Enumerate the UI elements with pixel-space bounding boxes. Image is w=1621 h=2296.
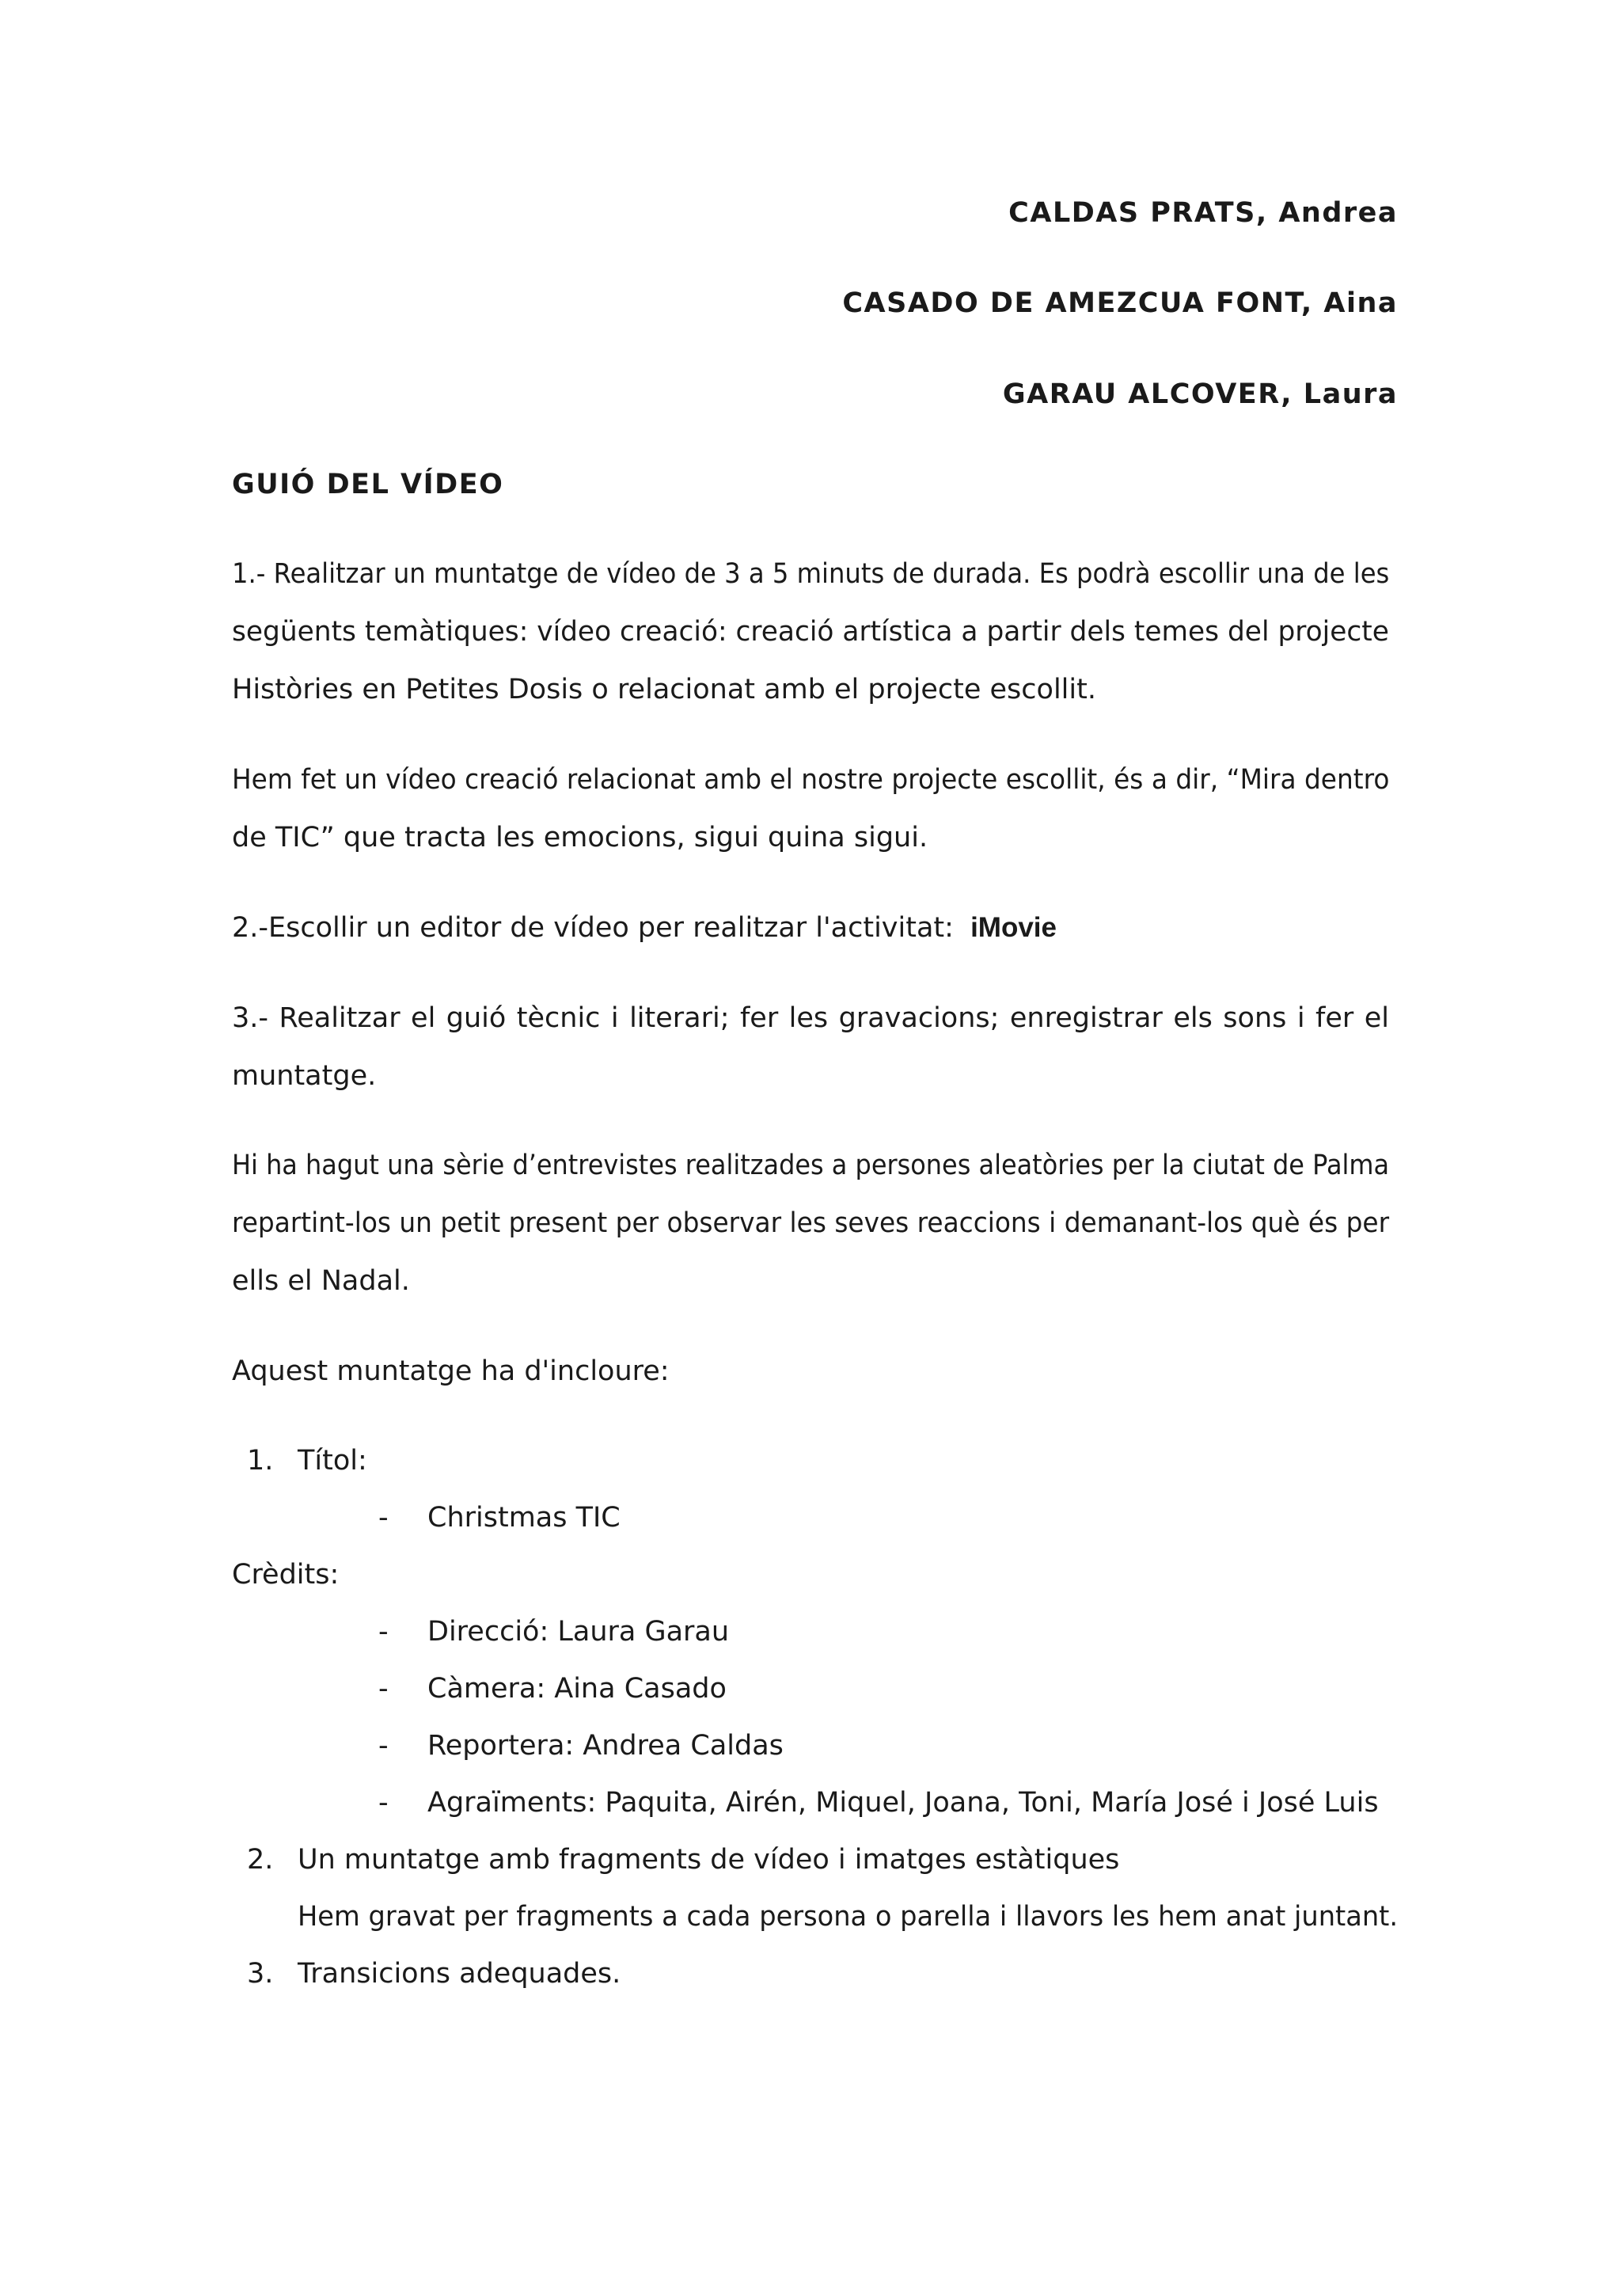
page-title: GUIÓ DEL VÍDEO xyxy=(232,469,504,500)
item1-line-1: 1.- Realitzar un muntatge de vídeo de 3 a 5 minuts de durada. Es podrà escollir una de les xyxy=(232,558,1390,590)
credit-agraiments: Agraïments: Paquita, Airén, Miquel, Joana, Toni, María José i José Luis xyxy=(427,1787,1379,1819)
item3-line-1: 3.- Realitzar el guió tècnic i literari; fer les gravacions; enregistrar els sons i fer el xyxy=(232,1002,1389,1034)
list-number-2: 2. xyxy=(247,1844,274,1876)
item1-line-3: Històries en Petites Dosis o relacionat amb el projecte escollit. xyxy=(232,674,1096,705)
list-item-2-text: Un muntatge amb fragments de vídeo i imatges estàtiques xyxy=(298,1844,1120,1876)
dash-bullet: - xyxy=(378,1787,389,1819)
entrevistes-line-2: repartint-los un petit present per observar les seves reaccions i demanant-los què és per xyxy=(232,1207,1390,1239)
entrevistes-line-3: ells el Nadal. xyxy=(232,1265,410,1297)
video-creacio-line-1: Hem fet un vídeo creació relacionat amb el nostre projecte escollit, és a dir, “Mira dentro xyxy=(232,764,1390,796)
credit-direccio: Direcció: Laura Garau xyxy=(427,1616,730,1648)
author-3: GARAU ALCOVER, Laura xyxy=(1002,378,1398,410)
dash-bullet: - xyxy=(378,1673,389,1705)
credits-label: Crèdits: xyxy=(232,1559,340,1591)
list-item-2-note: Hem gravat per fragments a cada persona o parella i llavors les hem anat juntant. xyxy=(298,1901,1399,1933)
item3-line-2: muntatge. xyxy=(232,1060,377,1092)
video-creacio-line-2: de TIC” que tracta les emocions, sigui quina sigui. xyxy=(232,822,928,853)
titol-label: Títol: xyxy=(298,1445,367,1477)
list-number-1: 1. xyxy=(247,1445,274,1477)
item2-line xyxy=(232,910,1057,945)
item2-answer: iMovie xyxy=(970,912,1057,943)
item1-line-2: següents temàtiques: vídeo creació: creació artística a partir dels temes del projecte xyxy=(232,616,1389,648)
list-item-3-text: Transicions adequades. xyxy=(298,1958,621,1990)
titol-value: Christmas TIC xyxy=(427,1502,621,1534)
dash-bullet: - xyxy=(378,1730,389,1762)
author-1: CALDAS PRATS, Andrea xyxy=(1008,197,1398,229)
credit-reportera: Reportera: Andrea Caldas xyxy=(427,1730,784,1762)
entrevistes-line-1: Hi ha hagut una sèrie d’entrevistes realitzades a persones aleatòries per la ciutat de Palma xyxy=(232,1150,1390,1181)
credit-camera: Càmera: Aina Casado xyxy=(427,1673,727,1705)
author-2: CASADO DE AMEZCUA FONT, Aina xyxy=(842,287,1398,319)
intro-list: Aquest muntatge ha d'incloure: xyxy=(232,1355,670,1387)
list-number-3: 3. xyxy=(247,1958,274,1990)
dash-bullet: - xyxy=(378,1616,389,1648)
item2-text: 2.-Escollir un editor de vídeo per realitzar l'activitat: xyxy=(232,912,954,944)
dash-bullet: - xyxy=(378,1502,389,1534)
